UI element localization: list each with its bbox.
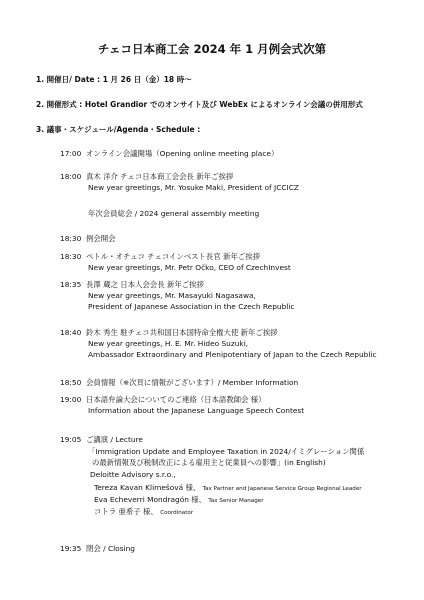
item-agenda: 3. 議事・スケジュール/Agenda・Schedule :	[36, 125, 201, 134]
schedule-text: 真木 洋介 チェコ日本商工会会長 新年ご挨拶	[86, 172, 234, 181]
schedule-time: 19:05	[60, 435, 82, 444]
schedule-text: ご講演 / Lecture	[86, 435, 143, 444]
speaker-role: Tax Senior Manager	[208, 498, 264, 504]
schedule-time: 18:40	[60, 328, 82, 337]
schedule-text: 例会開会	[86, 234, 116, 243]
speaker-role: Tax Partner and Japanese Service Group Regional Leader	[202, 486, 362, 492]
schedule-text: 会員情報（※次頁に情報がございます）/ Member Information	[86, 378, 299, 387]
item-format: 2. 開催形式 : Hotel Grandior でのオンサイト及び WebEx によるオンライン会議の併用形式	[36, 100, 363, 109]
schedule-time: 18:30	[60, 252, 82, 261]
speaker-name: コトラ 亜希子 様、	[94, 507, 158, 516]
schedule-row-1900	[60, 394, 266, 405]
schedule-time: 17:00	[60, 149, 82, 158]
schedule-text: ペトル・オチュコ チェコインベスト長官 新年ご挨拶	[86, 252, 261, 261]
speaker-role: Coordinator	[160, 510, 194, 516]
schedule-detail-line: New year greetings, Mr. Petr Očko, CEO of CzechInvest	[88, 263, 291, 272]
schedule-detail-line: Ambassador Extraordinary and Plenipotentiary of Japan to the Czech Republic	[88, 350, 377, 359]
schedule-row-1830-greeting	[60, 251, 260, 262]
schedule-row-1905	[60, 434, 143, 445]
schedule-time: 18:35	[60, 280, 82, 289]
schedule-row-1830-open	[60, 233, 116, 244]
schedule-time: 18:30	[60, 234, 82, 243]
lecture-title-line: 「Immigration Update and Employee Taxation in 2024/イミグレーション関係	[88, 447, 365, 456]
schedule-time: 19:00	[60, 395, 82, 404]
schedule-time: 19:35	[60, 544, 82, 553]
schedule-text: オンライン会議開場（Opening online meeting place）	[86, 149, 279, 158]
speaker-name: Tereza Kavan Klimešová 様、	[94, 483, 201, 492]
schedule-time: 18:50	[60, 378, 82, 387]
schedule-text: 閉会 / Closing	[86, 544, 135, 553]
schedule-detail-line: New year greetings, Mr. Yosuke Maki, President of JCCICZ	[88, 183, 299, 192]
schedule-detail-line: Information about the Japanese Language Speech Contest	[88, 406, 305, 415]
schedule-row-1700	[60, 148, 278, 159]
schedule-text: 鈴木 秀生 駐チェコ共和国日本国特命全権大使 新年ご挨拶	[86, 328, 278, 337]
schedule-detail-line: New year greetings, Mr. Masayuki Nagasawa,	[88, 291, 256, 300]
schedule-row-1835	[60, 279, 204, 290]
schedule-detail-line: President of Japanese Association in the Czech Republic	[88, 302, 295, 311]
schedule-row-1850	[60, 377, 298, 388]
speaker-name: Eva Echeverri Mondragón 様、	[94, 495, 207, 504]
schedule-text: 日本語弁論大会についてのご連絡（日本語教師会 様）	[86, 395, 266, 404]
schedule-time: 18:00	[60, 172, 82, 181]
schedule-text: 長澤 蔵之 日本人会会長 新年ご挨拶	[86, 280, 204, 289]
item-date: 1. 開催日/ Date : 1 月 26 日（金）18 時～	[36, 75, 192, 84]
lecture-company: Deloitte Advisory s.r.o.,	[90, 470, 176, 479]
schedule-detail-line: New year greetings, H. E. Mr. Hideo Suzuki,	[88, 339, 249, 348]
schedule-row-1935	[60, 543, 135, 554]
page-title: チェコ日本商工会 2024 年 1 月例会式次第	[97, 42, 327, 56]
speaker-line	[94, 506, 193, 519]
lecture-title-line: の最新情報及び税制改正による雇用主と従業員への影響」(in English)	[92, 458, 326, 467]
schedule-detail-line: 年次会員総会 / 2024 general assembly meeting	[88, 209, 260, 218]
schedule-row-1840	[60, 327, 278, 338]
schedule-row-1800	[60, 171, 233, 182]
